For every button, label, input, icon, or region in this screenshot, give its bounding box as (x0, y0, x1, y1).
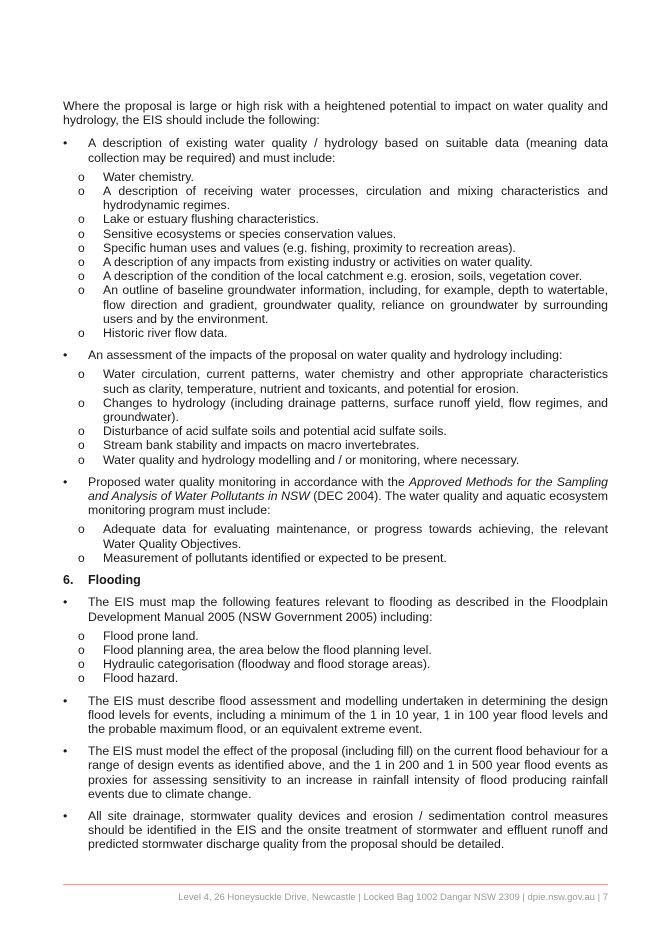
circle-bullet-icon: o (78, 452, 85, 467)
circle-bullet-icon: o (78, 269, 85, 284)
sub-item: o Changes to hydrology (including drainage patterns, surface runoff yield, flow regimes, and groundwater). (78, 395, 608, 425)
circle-bullet-icon: o (78, 367, 85, 382)
section-heading (63, 573, 608, 587)
circle-bullet-icon: o (78, 395, 85, 410)
sub-item: o Adequate data for evaluating maintenance, or progress towards achieving, the relevant Water Quality Objectives. (78, 522, 608, 551)
bullet-icon: • (63, 474, 68, 489)
circle-bullet-icon: o (78, 522, 85, 537)
water-bullets (63, 136, 608, 565)
sub-item: o A description of any impacts from existing industry or activities on water quality. (78, 255, 533, 270)
bullet-text: All site drainage, stormwater quality devices and erosion / sedimentation control measures should be identified in the EIS and the onsite treatment of stormwater and effluent runoff and predicted stormwater discharge quality from the proposal should be detailed. (88, 808, 608, 852)
circle-bullet-icon: o (78, 424, 85, 439)
section-number: 6. (63, 573, 74, 588)
sub-list (78, 170, 608, 340)
sub-item: o Stream bank stability and impacts on macro invertebrates. (78, 438, 420, 453)
sub-item: o Flood planning area, the area below the flood planning level. (78, 642, 432, 657)
sub-item: o Water circulation, current patterns, water chemistry and other appropriate characteristics such as clarity, temperature, nutrient and toxicants, and potential for erosion. (78, 367, 608, 396)
bullet-item (63, 744, 608, 801)
document-title-reference: Approved Methods for the Sampling and Analysis of Water Pollutants in NSW (88, 474, 609, 504)
bullet-text: The EIS must describe flood assessment and modelling undertaken in determining the design flood levels for events, including a minimum of the 1 in 10 year, 1 in 100 year flood levels and the probable maximum flood, or an equivalent extreme event. (88, 693, 608, 736)
circle-bullet-icon: o (78, 226, 85, 241)
bullet-text: The EIS must map the following features relevant to flooding as described in the Floodplain Development Manual 2005 (NSW Government 2005) including: (88, 595, 608, 624)
sub-item: o Flood prone land. (78, 628, 199, 643)
bullet-text: An assessment of the impacts of the proposal on water quality and hydrology including: (88, 348, 563, 363)
bullet-item (63, 809, 608, 852)
bullet-item (63, 348, 608, 467)
circle-bullet-icon: o (78, 326, 85, 341)
footer-rule (63, 884, 608, 885)
sub-list (78, 522, 608, 565)
sub-list (78, 629, 608, 686)
bullet-icon: • (63, 136, 68, 151)
bullet-text: Proposed water quality monitoring in accordance with the Approved Methods for the Sampling and Analysis of Water Pollutants in NSW (DEC 2004). The water quality and aquatic ecosystem monitoring program must include: (88, 474, 609, 518)
sub-item: o A description of the condition of the local catchment e.g. erosion, soils, vegetation cover. (78, 269, 583, 284)
bullet-icon: • (63, 808, 68, 823)
bullet-text: The EIS must model the effect of the proposal (including fill) on the current flood behaviour for a range of design events as identified above, and the 1 in 200 and 1 in 500 year flood events as proxies for assessing sensitivity to an increase in rainfall intensity of flood producing rainfall events due to climate change. (88, 744, 608, 801)
intro-paragraph: Where the proposal is large or high risk with a heightened potential to impact on water quality and hydrology, the EIS should include the following: (63, 99, 608, 128)
sub-item: o An outline of baseline groundwater information, including, for example, depth to watertable, flow direction and gradient, groundwater quality, reliance on groundwater by surrounding users and by the environment. (78, 283, 608, 326)
sub-item: o A description of receiving water processes, circulation and mixing characteristics and hydrodynamic regimes. (78, 184, 608, 213)
circle-bullet-icon: o (78, 184, 85, 199)
bullet-item (63, 595, 608, 685)
bullet-icon: • (63, 693, 68, 708)
sub-item: o Water chemistry. (78, 169, 194, 184)
section-title: Flooding (88, 573, 141, 588)
sub-item: o Hydraulic categorisation (floodway and flood storage areas). (78, 657, 431, 672)
circle-bullet-icon: o (78, 240, 85, 255)
circle-bullet-icon: o (78, 283, 85, 298)
circle-bullet-icon: o (78, 628, 85, 643)
page-footer: Level 4, 26 Honeysuckle Drive, Newcastle | Locked Bag 1002 Dangar NSW 2309 | dpie.nsw.gov.au | 7 (178, 892, 608, 903)
sub-item: o Specific human uses and values (e.g. fishing, proximity to recreation areas). (78, 240, 516, 255)
circle-bullet-icon: o (78, 438, 85, 453)
sub-item: o Historic river flow data. (78, 326, 228, 341)
bullet-text: A description of existing water quality / hydrology based on suitable data (meaning data collection may be required) and must include: (88, 136, 608, 165)
sub-item: o Flood hazard. (78, 671, 179, 686)
sub-list (78, 367, 608, 466)
bullet-item (63, 475, 608, 565)
circle-bullet-icon: o (78, 550, 85, 565)
sub-item: o Sensitive ecosystems or species conservation values. (78, 226, 397, 241)
bullet-icon: • (63, 348, 68, 363)
document-body (63, 99, 608, 860)
circle-bullet-icon: o (78, 671, 85, 686)
sub-item: o Measurement of pollutants identified or expected to be present. (78, 550, 447, 565)
bullet-icon: • (63, 744, 68, 759)
bullet-icon: • (63, 595, 68, 610)
circle-bullet-icon: o (78, 169, 85, 184)
circle-bullet-icon: o (78, 212, 85, 227)
sub-item: o Water quality and hydrology modelling and / or monitoring, where necessary. (78, 452, 520, 467)
flooding-bullets (63, 595, 608, 851)
circle-bullet-icon: o (78, 642, 85, 657)
bullet-item (63, 694, 608, 737)
sub-item: o Lake or estuary flushing characteristics. (78, 212, 319, 227)
sub-item: o Disturbance of acid sulfate soils and potential acid sulfate soils. (78, 424, 447, 439)
circle-bullet-icon: o (78, 255, 85, 270)
circle-bullet-icon: o (78, 657, 85, 672)
bullet-item (63, 136, 608, 340)
